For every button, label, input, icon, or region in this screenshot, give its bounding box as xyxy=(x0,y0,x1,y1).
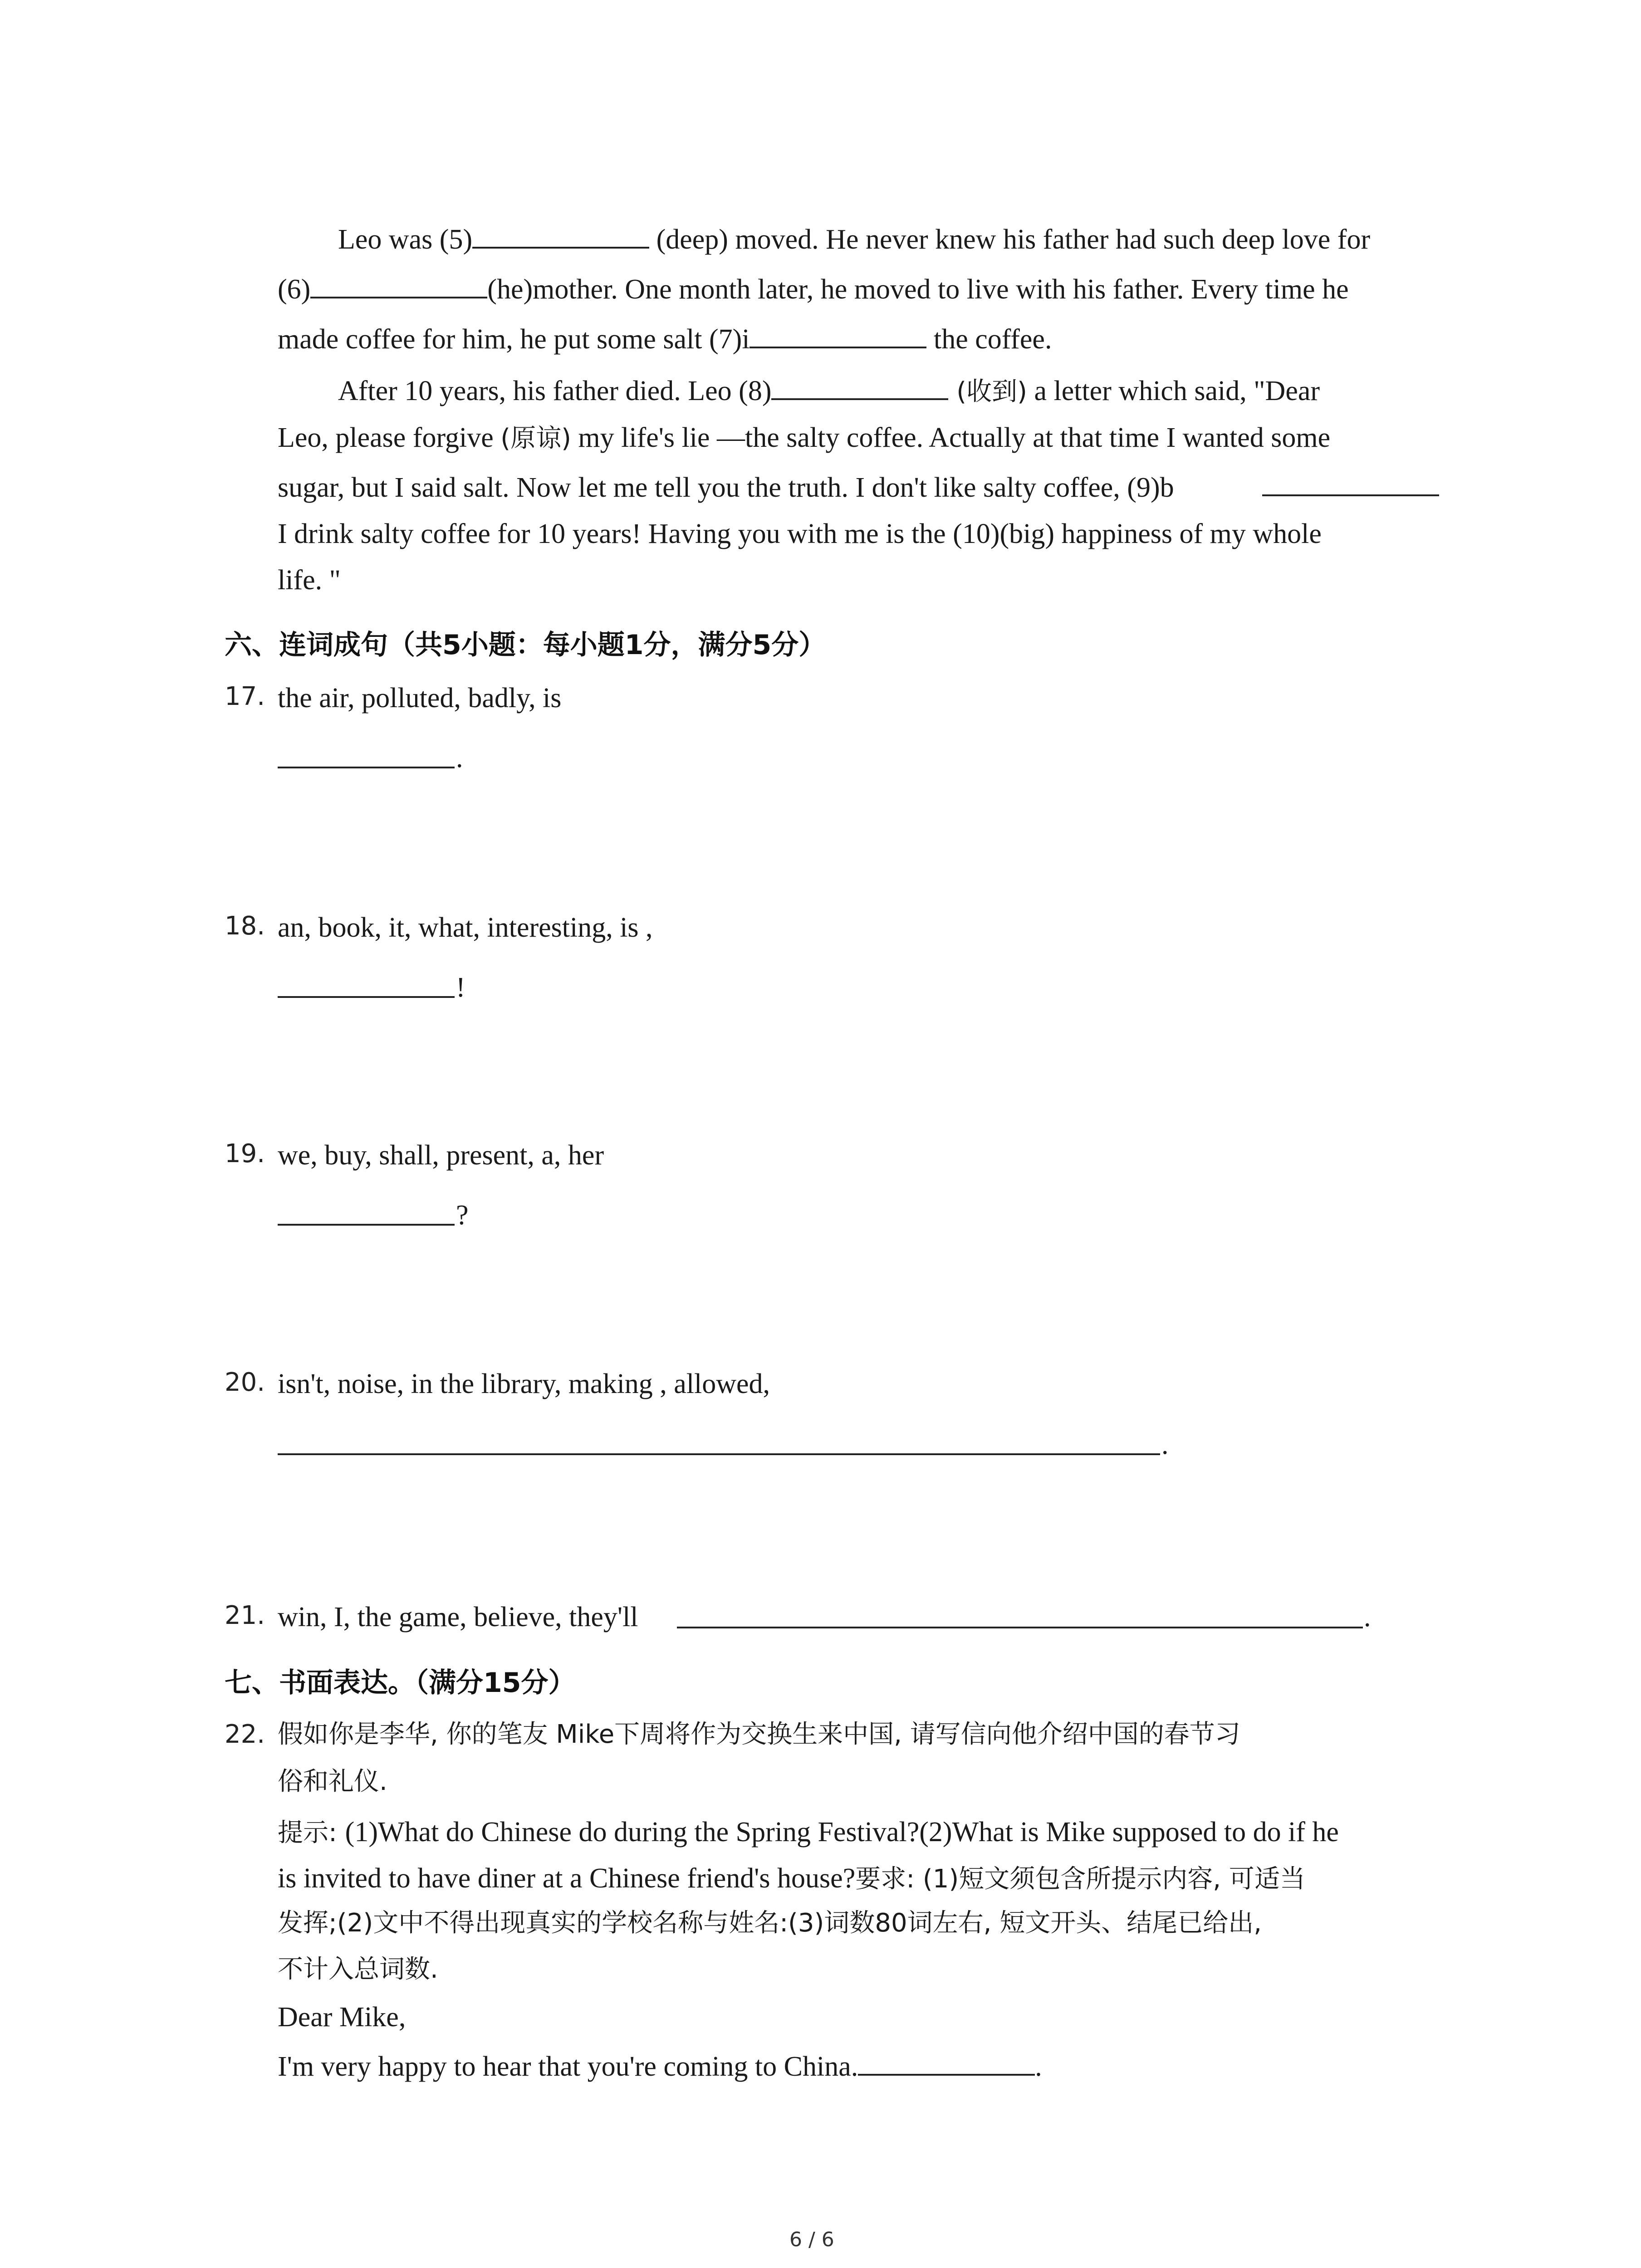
passage-line xyxy=(338,376,1320,405)
hint-text: is invited to have diner at a Chinese friend's house? xyxy=(278,1863,856,1894)
answer-blank-5[interactable] xyxy=(472,225,649,249)
passage-text: (deep) moved. He never knew his father had such deep love for xyxy=(649,224,1371,255)
letter-text: . xyxy=(1035,2051,1042,2082)
passage-text: the coffee. xyxy=(926,324,1052,355)
answer-line-17[interactable] xyxy=(278,767,455,768)
question-punctuation: . xyxy=(1364,1602,1371,1633)
passage-line xyxy=(278,325,1052,353)
passage-text: my life's lie —the salty coffee. Actually at that time I wanted some xyxy=(571,422,1331,453)
passage-text: (he)mother. One month later, he moved to live with his father. Every time he xyxy=(487,274,1349,305)
passage-line xyxy=(338,225,1370,254)
question-number: 22. xyxy=(225,1720,265,1749)
passage-line xyxy=(278,520,1322,548)
question-number: 18. xyxy=(225,911,265,941)
letter-writing-blank[interactable] xyxy=(858,2052,1035,2076)
letter-text: I'm very happy to hear that you're coming to China. xyxy=(278,2051,858,2082)
question-prompt: isn't, noise, in the library, making , allowed, xyxy=(278,1369,770,1399)
passage-line xyxy=(278,474,1174,502)
question-prompt: we, buy, shall, present, a, her xyxy=(278,1140,604,1171)
passage-gloss: (原谅) xyxy=(500,424,571,453)
passage-text: (6) xyxy=(278,274,311,305)
answer-line-20[interactable] xyxy=(278,1453,1160,1455)
answer-blank-8[interactable] xyxy=(771,376,948,400)
requirement-text: 要求: (1)短文须包含所提示内容, 可适当 xyxy=(855,1864,1305,1894)
hint-text: (1)What do Chinese do during the Spring Festival?(2)What is Mike supposed to do if he xyxy=(345,1817,1339,1848)
passage-line xyxy=(278,566,341,594)
answer-blank-6[interactable] xyxy=(310,275,487,298)
writing-task-line: 假如你是李华, 你的笔友 Mike下周将作为交换生来中国, 请写信向他介绍中国的春节习 xyxy=(278,1720,1240,1749)
passage-text: I drink salty coffee for 10 years! Having you with me is the (10)(big) happiness of my whole xyxy=(278,518,1322,549)
question-number: 19. xyxy=(225,1139,265,1168)
passage-text: Leo, please forgive xyxy=(278,422,501,453)
question-punctuation: . xyxy=(1161,1429,1169,1460)
writing-task-line: 发挥;(2)文中不得出现真实的学校名称与姓名:(3)词数80词左右, 短文开头、结尾已给出, xyxy=(278,1908,1262,1938)
hint-label: 提示: xyxy=(278,1818,345,1848)
section-title-6: 六、连词成句（共5小题：每小题1分，满分5分） xyxy=(225,629,826,661)
question-number: 17. xyxy=(225,682,265,711)
question-punctuation: ! xyxy=(456,972,465,1003)
question-number: 20. xyxy=(225,1368,265,1397)
answer-line-21[interactable] xyxy=(677,1627,1363,1628)
passage-line xyxy=(278,424,1330,452)
section-title-7: 七、书面表达。（满分15分） xyxy=(225,1667,576,1699)
question-punctuation: . xyxy=(456,743,463,773)
question-prompt: win, I, the game, believe, they'll xyxy=(278,1602,638,1633)
passage-text: life. " xyxy=(278,565,341,596)
passage-line xyxy=(278,275,1349,303)
answer-blank-7[interactable] xyxy=(749,325,926,348)
passage-gloss: (收到) xyxy=(948,377,1027,406)
question-punctuation: ? xyxy=(456,1200,469,1231)
page-number: 6 / 6 xyxy=(789,2228,834,2251)
writing-task-line xyxy=(278,1864,1305,1892)
question-number: 21. xyxy=(225,1601,265,1630)
letter-opening xyxy=(278,2052,1042,2081)
question-prompt: an, book, it, what, interesting, is , xyxy=(278,912,653,943)
answer-blank-9[interactable] xyxy=(1262,494,1439,496)
passage-text: a letter which said, "Dear xyxy=(1027,376,1320,406)
letter-salutation: Dear Mike, xyxy=(278,2002,406,2033)
question-prompt: the air, polluted, badly, is xyxy=(278,683,562,714)
passage-text: sugar, but I said salt. Now let me tell you the truth. I don't like salty coffee, (9)b xyxy=(278,472,1174,503)
passage-text: Leo was (5) xyxy=(338,224,473,255)
writing-task-line: 俗和礼仪. xyxy=(278,1767,387,1796)
writing-task-line xyxy=(278,1818,1339,1846)
passage-text: After 10 years, his father died. Leo (8) xyxy=(338,376,772,406)
answer-line-18[interactable] xyxy=(278,996,455,998)
writing-task-line: 不计入总词数. xyxy=(278,1955,438,1984)
passage-text: made coffee for him, he put some salt (7)i xyxy=(278,324,750,355)
answer-line-19[interactable] xyxy=(278,1224,455,1226)
